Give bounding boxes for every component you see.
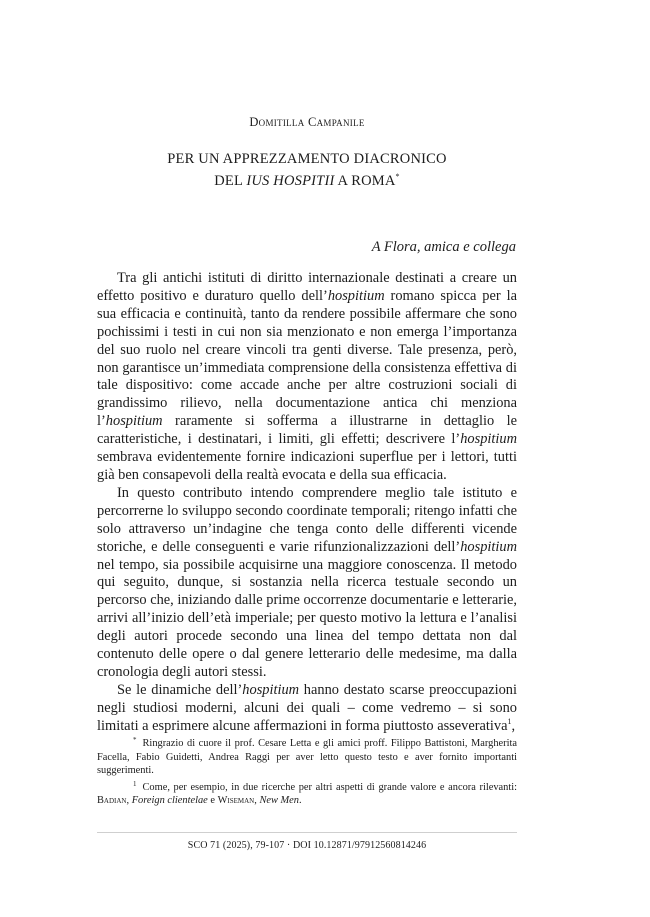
cited-work: Foreign clientelae — [131, 795, 208, 807]
text-run: Se le dinamiche dell’ — [117, 681, 243, 698]
cited-work: New Men — [259, 795, 299, 807]
body-text — [97, 270, 517, 736]
footnote-mark: 1 — [133, 779, 137, 788]
footnote-text: , — [254, 795, 260, 807]
title-line-1: PER UN APPREZZAMENTO DIACRONICO — [167, 151, 447, 167]
text-run: In questo contributo intendo comprendere meglio tale istituto e percorrerne lo sviluppo secondo coordinate temporali; ritengo infatti che solo attraverso un’indagine che tenga conto delle differenti vicende storiche, e delle conseguenti e varie rifunzionalizzazioni dell’ — [97, 484, 517, 555]
text-run: romano spicca per la sua efficacia e continuità, tanto da rendere possibile affermare che sono pochissimi i testi in cui non sia menzionato e non emerga l’importanza del suo ruolo nel creare vincoli tra genti diverse. Tale presenza, però, non garantisce un’immediata comprensione della consistenza effettiva di tale dispositivo: come accade anche per altre costruzioni sociali di grandissimo rilievo, nella documentazione antica chi menziona l’ — [97, 287, 517, 430]
footnote-mark: * — [133, 736, 137, 744]
footnote-text: Come, per esempio, in due ricerche per altri aspetti di grande valore e ancora rilevanti: — [142, 781, 517, 793]
footnote-star — [97, 734, 517, 778]
paragraph-3 — [97, 682, 517, 736]
title-text: DEL — [214, 173, 247, 189]
footnotes — [97, 734, 517, 808]
footnote-text: , — [126, 795, 132, 807]
text-run: raramente si sofferma a illustrarne in dettaglio le caratteristiche, i destinatari, i limiti, gli effetti; descrivere l’ — [97, 413, 517, 448]
text-run: Tra gli antichi istituti di diritto internazionale destinati a creare un effetto positivo e duraturo quello dell’ — [97, 270, 517, 304]
article-title — [0, 150, 614, 190]
text-run: nel tempo, sia possibile acquisirne una maggiore conoscenza. Il metodo qui seguito, dunque, si sostanzia nella ricerca testuale secondo un percorso che, iniziando dalle prime occorrenze documentarie e letterarie, arrivi all’inizio dell’età imperiale; per questo motivo la lettura e l’analisi degli autori procede secondo una linea del tempo dettata non dal contenuto delle opere o dal genere letterario delle medesime, ma dalla cronologia degli autori stessi. — [97, 556, 517, 680]
italic-term: hospitium — [327, 287, 385, 304]
title-text: A ROMA — [334, 173, 396, 189]
footnote-1 — [97, 778, 517, 808]
text-run: hanno destato scarse preoccupazioni negli studiosi moderni, alcuni dei quali – come vedremo – si sono limitati a esprimere alcune affermazioni in forma piuttosto asseverativa — [97, 681, 517, 734]
footer-divider — [97, 832, 517, 833]
paragraph-2 — [97, 485, 517, 682]
footnote-text: . — [298, 795, 302, 807]
paragraph-1 — [97, 270, 517, 485]
footnote-text: Ringrazio di cuore il prof. Cesare Letta e gli amici proff. Filippo Battistoni, Margherita Facella, Fabio Guidetti, Andrea Raggi per aver letto questo testo e aver fornito importanti suggerimenti. — [97, 738, 517, 777]
footnote-text: e — [207, 795, 218, 807]
title-line-2 — [0, 168, 614, 190]
text-run: sembrava evidentemente fornire indicazioni superflue per i lettori, tutti già ben consapevoli della realtà evocata e della sua efficacia. — [97, 449, 517, 483]
page-footer-citation: SCO 71 (2025), 79-107 · DOI 10.12871/97912560814246 — [187, 840, 427, 851]
italic-term: hospitium — [460, 538, 517, 555]
italic-term: hospitium — [105, 413, 163, 430]
cited-author: Wiseman — [217, 795, 255, 807]
title-footnote-mark: * — [395, 172, 400, 181]
cited-author: Badian — [97, 795, 127, 807]
italic-term: hospitium — [460, 431, 517, 448]
dedication: A Flora, amica e collega — [371, 239, 516, 255]
footnote-ref-1[interactable]: 1 — [507, 716, 512, 726]
title-italic: IUS HOSPITII — [246, 173, 335, 189]
text-run: , — [511, 717, 516, 734]
author-name: Domitilla Campanile — [249, 115, 365, 129]
italic-term: hospitium — [242, 681, 300, 698]
